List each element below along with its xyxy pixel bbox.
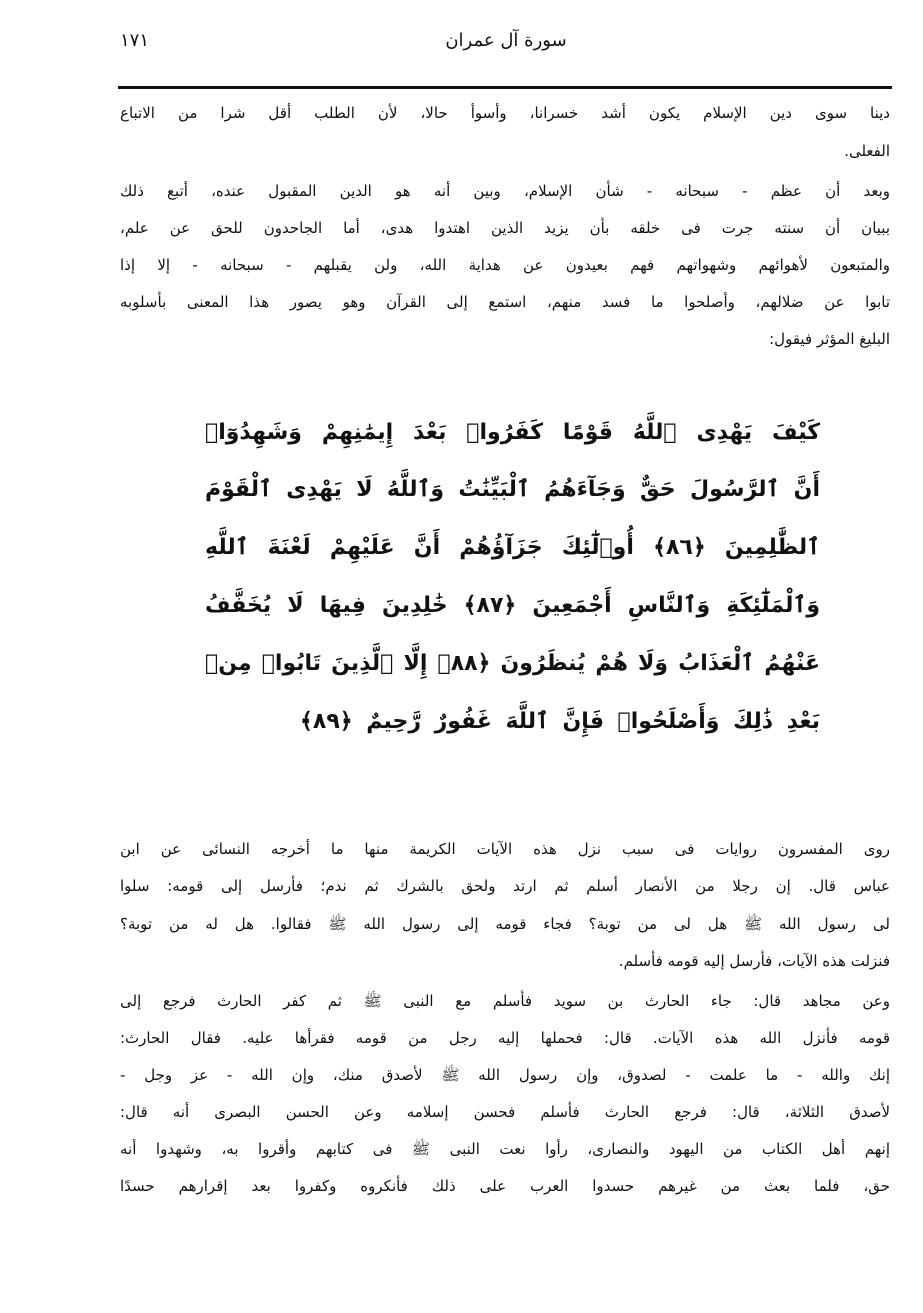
text-line: ببيان أن سنته جرت فى خلقه بأن يزيد الذين اهتدوا هدى، أما الجاحدون للحق عن علم، (120, 219, 890, 237)
text-line: دينا سوى دين الإسلام يكون أشد خسرانا، وأسوأ حالا، لأن الطلب أقل شرا من الاتباع (120, 104, 890, 122)
quran-verse-line: كَيْفَ يَهْدِى ٱللَّهُ قَوْمًا كَفَرُوا۟ بَعْدَ إِيمَٰنِهِمْ وَشَهِدُوٓا۟ (205, 420, 820, 445)
text-line: وبعد أن عظم - سبحانه - شأن الإسلام، وبين أنه هو الدين المقبول عنده، أتبع ذلك (120, 182, 890, 200)
text-line: فنزلت هذه الآيات، فأرسل إليه قومه فأسلم. (618, 952, 890, 970)
text-line: عباس قال. إن رجلا من الأنصار أسلم ثم ارتد ولحق بالشرك ثم ندم؛ فأرسل إلى قومه: سلوا (120, 877, 890, 895)
text-line: والمتبعون لأهوائهم وشهواتهم فهم بعيدون عن هداية الله، ولن يقبلهم - سبحانه - إلا إذا (120, 256, 890, 274)
text-line: حق، فلما بعث من غيرهم حسدوا العرب على ذلك فأنكروه وكفروا بعد إقرارهم حسدًا (120, 1177, 890, 1195)
quran-verse-line: عَنْهُمُ ٱلْعَذَابُ وَلَا هُمْ يُنظَرُونَ ﴿٨٨﴾ إِلَّا ٱلَّذِينَ تَابُوا۟ مِنۢ (205, 651, 820, 676)
running-header (120, 28, 892, 58)
quran-verse-line: أَنَّ ٱلرَّسُولَ حَقٌّ وَجَآءَهُمُ ٱلْبَيِّنَٰتُ وَٱللَّهُ لَا يَهْدِى ٱلْقَوْمَ (205, 477, 820, 502)
text-line: لى رسول الله ﷺ هل لى من توبة؟ فجاء قومه إلى رسول الله ﷺ فقالوا. هل له من توبة؟ (120, 915, 890, 933)
text-line: إنهم أهل الكتاب من اليهود والنصارى، رأوا نعت النبى ﷺ فى كتابهم وأقروا به، وشهدوا أنه (120, 1140, 890, 1158)
text-line: تابوا عن ضلالهم، وأصلحوا ما فسد منهم، استمع إلى القرآن وهو يصور هذا المعنى بأسلوبه (120, 293, 890, 311)
text-line: روى المفسرون روايات فى سبب نزل هذه الآيات الكريمة منها ما أخرجه النسائى عن ابن (120, 840, 890, 858)
text-line: الفعلى. (844, 142, 890, 160)
page-number: ١٧١ (120, 30, 150, 51)
quran-verse-line: وَٱلْمَلَٰٓئِكَةِ وَٱلنَّاسِ أَجْمَعِينَ ﴿٨٧﴾ خَٰلِدِينَ فِيهَا لَا يُخَفَّفُ (205, 593, 820, 618)
header-rule (118, 86, 892, 89)
text-line: لأصدق الثلاثة، قال: فرجع الحارث فأسلم فحسن إسلامه وعن الحسن البصرى أنه قال: (120, 1103, 890, 1121)
quran-verse-line: ٱلظَّٰلِمِينَ ﴿٨٦﴾ أُو۟لَٰٓئِكَ جَزَآؤُهُمْ أَنَّ عَلَيْهِمْ لَعْنَةَ ٱللَّهِ (205, 535, 821, 560)
quran-verse-line: بَعْدِ ذَٰلِكَ وَأَصْلَحُوا۟ فَإِنَّ ٱللَّهَ غَفُورٌ رَّحِيمٌ ﴿٨٩﴾ (300, 709, 820, 734)
text-line: قومه فأنزل الله هذه الآيات. قال: فحملها إليه رجل من قومه فقرأها عليه. فقال الحارث: (120, 1029, 890, 1047)
surah-title: سورة آل عمران (445, 30, 567, 51)
text-line: البليغ المؤثر فيقول: (769, 330, 890, 348)
text-line: إنك والله - ما علمت - لصدوق، وإن رسول الله ﷺ لأصدق منك، وإن الله - عز وجل - (120, 1066, 890, 1084)
text-line: وعن مجاهد قال: جاء الحارث بن سويد فأسلم مع النبى ﷺ ثم كفر الحارث فرجع إلى (120, 992, 890, 1010)
